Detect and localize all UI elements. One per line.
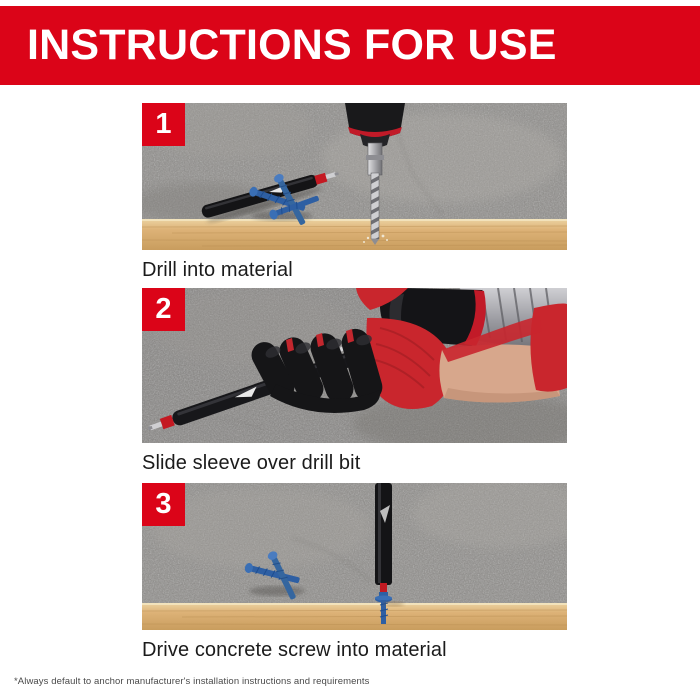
- concrete-background: [142, 483, 567, 607]
- header-banner: [0, 6, 700, 85]
- wood-plank: [142, 219, 567, 250]
- step-3-scene: [142, 483, 567, 630]
- step-2-badge: [142, 288, 185, 331]
- step-1-caption: Drill into material: [142, 259, 293, 281]
- step-3: [142, 483, 567, 662]
- step-3-photo: [142, 483, 567, 630]
- step-2-scene: [142, 288, 567, 443]
- step-1-scene: [142, 103, 567, 250]
- footnote-disclaimer: *Always default to anchor manufacturer's installation instructions and requirements: [14, 676, 370, 687]
- step-1: [142, 103, 567, 282]
- page-title: INSTRUCTIONS FOR USE: [27, 21, 557, 69]
- step-2-caption: Slide sleeve over drill bit: [142, 452, 361, 474]
- step-3-number: 3: [155, 488, 172, 520]
- step-3-badge: [142, 483, 185, 526]
- sleeve-tool: [375, 483, 392, 585]
- wood-plank: [142, 603, 567, 630]
- step-3-caption: Drive concrete screw into material: [142, 639, 447, 661]
- step-1-photo: [142, 103, 567, 250]
- step-1-badge: [142, 103, 185, 146]
- step-2-number: 2: [155, 293, 172, 325]
- step-2: [142, 288, 567, 475]
- step-1-number: 1: [155, 108, 172, 140]
- step-2-photo: [142, 288, 567, 443]
